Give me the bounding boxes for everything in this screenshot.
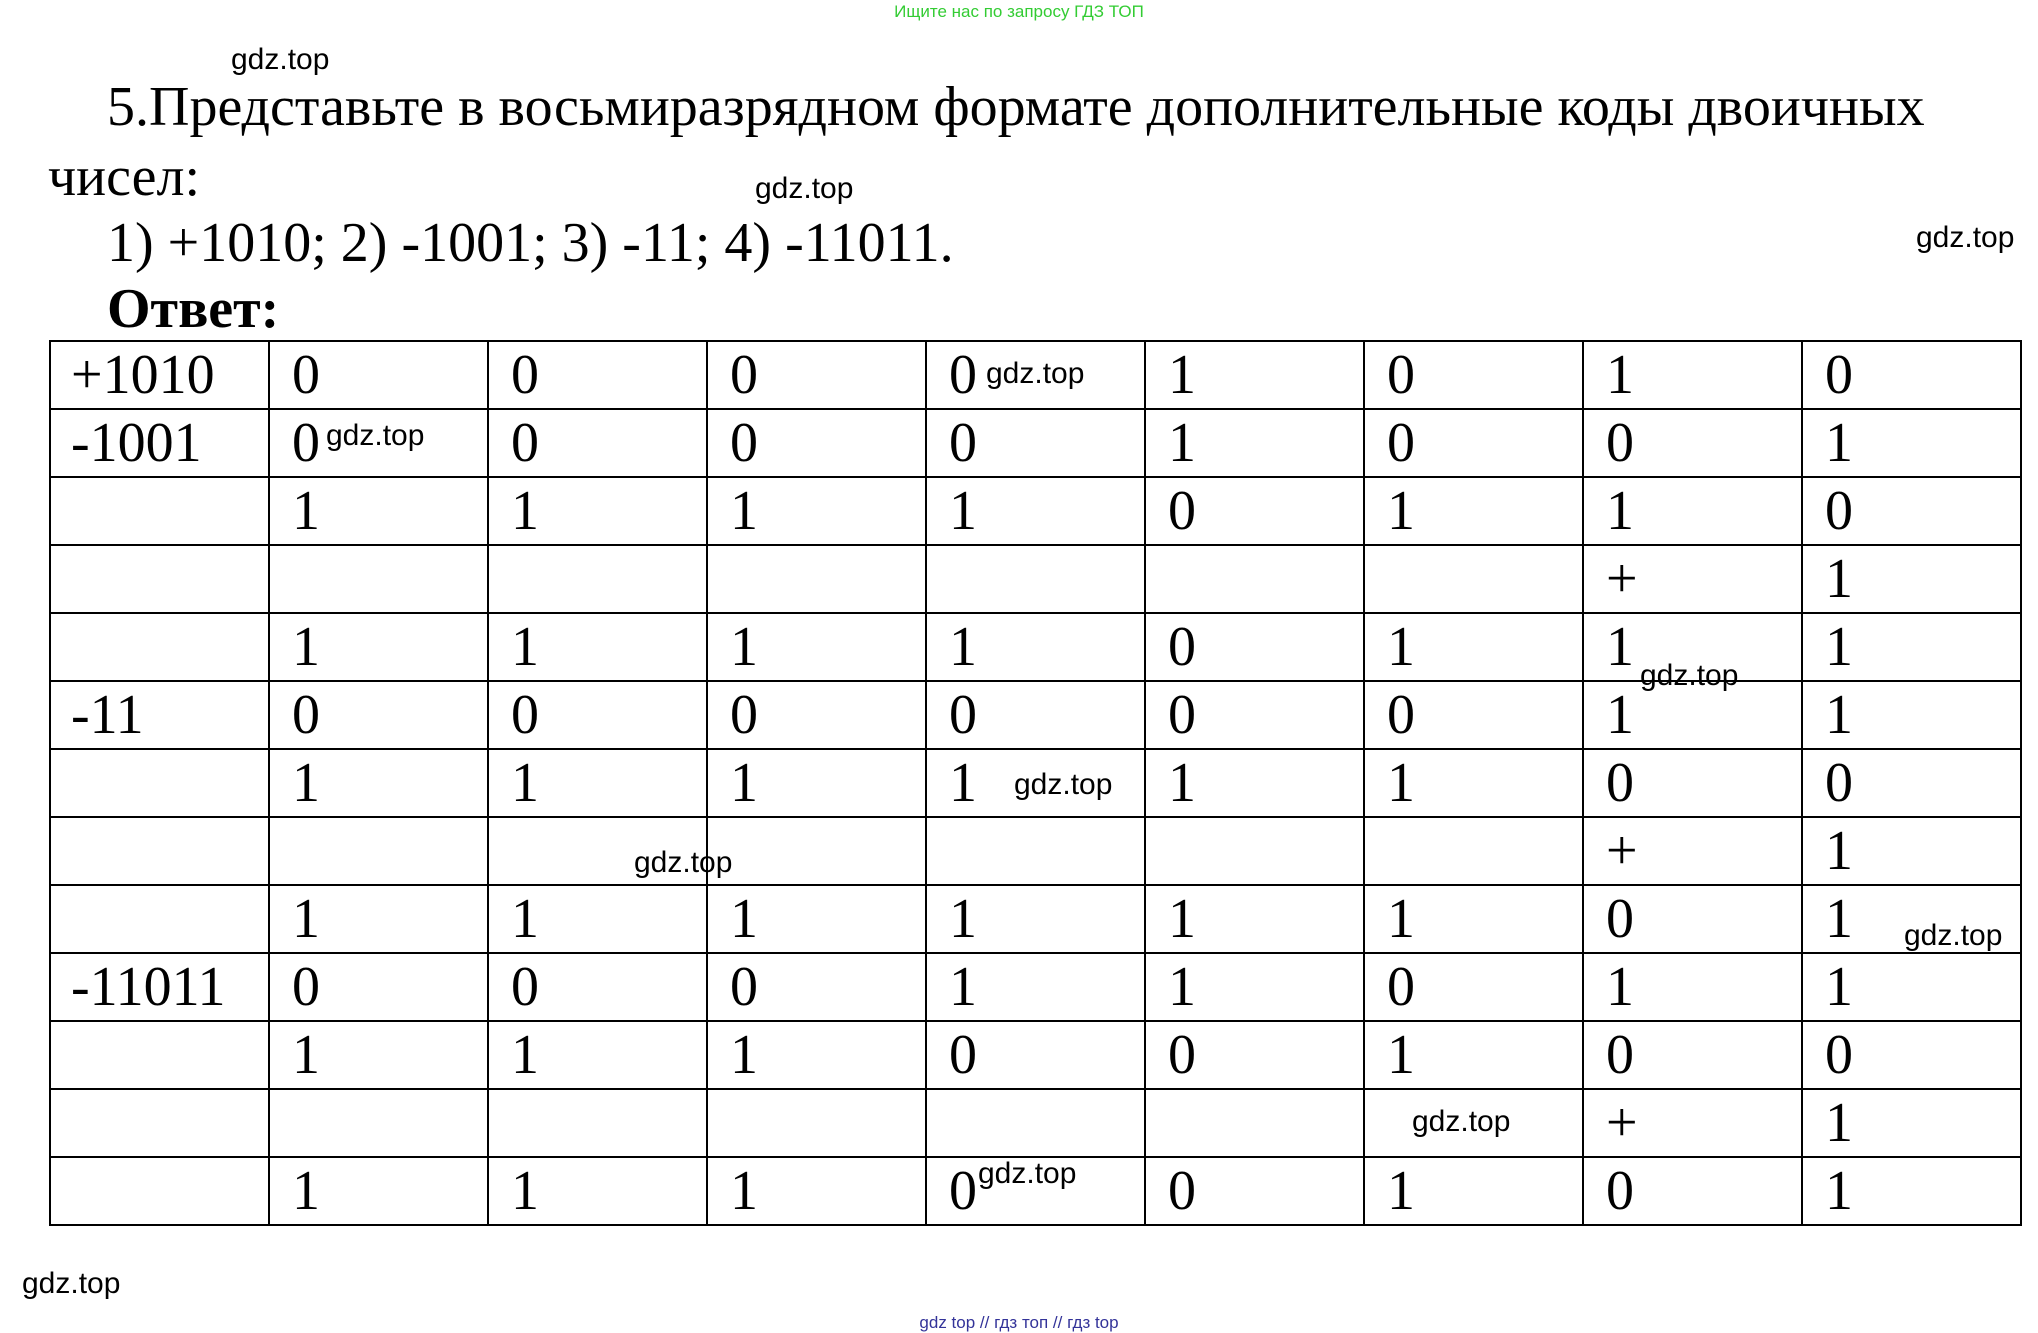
- watermark: gdz.top: [326, 419, 425, 452]
- table-row: [50, 885, 2021, 953]
- bit-cell: [269, 1089, 488, 1157]
- bit-cell: 1: [488, 749, 707, 817]
- bit-cell: [926, 817, 1145, 885]
- bit-cell: 1: [1583, 477, 1802, 545]
- task-statement-line-2: чисел:: [48, 146, 201, 208]
- bit-cell: 0: [1364, 681, 1583, 749]
- bit-cell: 0: [1145, 681, 1364, 749]
- bit-cell: [488, 1089, 707, 1157]
- bit-cell: 1: [1364, 749, 1583, 817]
- bit-cell: 0: [1802, 341, 2021, 409]
- bit-cell: 1: [1364, 613, 1583, 681]
- bit-cell: 1: [488, 477, 707, 545]
- bit-cell: 0: [707, 341, 926, 409]
- watermark: gdz.top: [231, 43, 330, 76]
- bit-cell: 0: [1583, 1157, 1802, 1225]
- bit-cell: 1: [926, 885, 1145, 953]
- bit-cell: 0: [926, 1021, 1145, 1089]
- row-number-label: +1010: [50, 341, 269, 409]
- bit-cell: 0: [269, 341, 488, 409]
- bit-cell: 1: [707, 477, 926, 545]
- bit-cell: 1: [1583, 613, 1802, 681]
- bit-cell: 0: [1583, 885, 1802, 953]
- bit-cell: 1: [1583, 341, 1802, 409]
- watermark: gdz.top: [986, 357, 1085, 390]
- bit-cell: 0: [707, 409, 926, 477]
- bit-cell: 1: [1364, 1021, 1583, 1089]
- watermark: gdz.top: [1412, 1105, 1511, 1138]
- bit-cell: 1: [707, 1157, 926, 1225]
- watermark: gdz.top: [978, 1157, 1077, 1190]
- row-number-label: [50, 613, 269, 681]
- bit-cell: [707, 817, 926, 885]
- row-number-label: [50, 885, 269, 953]
- bit-cell: +: [1583, 817, 1802, 885]
- bit-cell: 1: [1802, 885, 2021, 953]
- bit-cell: 1: [269, 613, 488, 681]
- bit-cell: 1: [707, 613, 926, 681]
- bit-cell: 1: [1802, 1089, 2021, 1157]
- bit-cell: 1: [926, 613, 1145, 681]
- bit-cell: 1: [926, 953, 1145, 1021]
- bit-cell: 1: [1145, 953, 1364, 1021]
- bit-cell: [1145, 545, 1364, 613]
- bit-cell: [488, 545, 707, 613]
- bit-cell: +: [1583, 545, 1802, 613]
- bit-cell: [707, 1089, 926, 1157]
- bit-cell: 0: [1364, 953, 1583, 1021]
- bit-cell: [926, 1089, 1145, 1157]
- bit-cell: [1145, 817, 1364, 885]
- bit-cell: 1: [488, 613, 707, 681]
- row-number-label: [50, 817, 269, 885]
- row-number-label: [50, 1157, 269, 1225]
- table-row: [50, 817, 2021, 885]
- bit-cell: 1: [926, 749, 1145, 817]
- bit-cell: 1: [1802, 1157, 2021, 1225]
- bit-cell: 0: [488, 953, 707, 1021]
- watermark: gdz.top: [634, 846, 733, 879]
- table-row: [50, 1089, 2021, 1157]
- bit-cell: [926, 545, 1145, 613]
- bit-cell: [1145, 1089, 1364, 1157]
- footer-watermark: gdz top // гдз топ // гдз top: [919, 1313, 1119, 1332]
- bit-cell: 1: [1145, 409, 1364, 477]
- bit-cell: 0: [1364, 341, 1583, 409]
- bit-cell: 0: [1802, 477, 2021, 545]
- bit-cell: 1: [1802, 409, 2021, 477]
- bit-cell: 1: [926, 477, 1145, 545]
- bit-cell: 1: [488, 885, 707, 953]
- bit-cell: 0: [1802, 749, 2021, 817]
- bit-cell: 0: [1145, 477, 1364, 545]
- row-number-label: -1001: [50, 409, 269, 477]
- bit-cell: 0: [488, 409, 707, 477]
- bit-cell: 1: [269, 749, 488, 817]
- row-number-label: [50, 1021, 269, 1089]
- bit-cell: 0: [926, 1157, 1145, 1225]
- top-banner: Ищите нас по запросу ГДЗ ТОП: [894, 2, 1144, 21]
- bit-cell: 1: [1583, 953, 1802, 1021]
- bit-cell: 1: [1583, 681, 1802, 749]
- bit-cell: 1: [707, 1021, 926, 1089]
- bit-cell: 1: [1145, 885, 1364, 953]
- bit-cell: 1: [1802, 681, 2021, 749]
- bit-cell: 0: [488, 341, 707, 409]
- row-number-label: -11011: [50, 953, 269, 1021]
- bit-cell: 0: [926, 341, 1145, 409]
- watermark: gdz.top: [1904, 919, 2003, 952]
- table-row: [50, 545, 2021, 613]
- row-number-label: [50, 749, 269, 817]
- bit-cell: 1: [488, 1157, 707, 1225]
- bit-cell: 1: [1364, 885, 1583, 953]
- bit-cell: [269, 545, 488, 613]
- bit-cell: 0: [1145, 1157, 1364, 1225]
- bit-cell: 1: [1145, 749, 1364, 817]
- bit-cell: [707, 545, 926, 613]
- bit-cell: 0: [1145, 613, 1364, 681]
- bit-cell: 1: [707, 885, 926, 953]
- table-row: [50, 1021, 2021, 1089]
- table-row: [50, 477, 2021, 545]
- bit-cell: 1: [269, 1157, 488, 1225]
- bit-cell: 1: [1145, 341, 1364, 409]
- bit-cell: 1: [1802, 613, 2021, 681]
- bit-cell: 0: [1145, 1021, 1364, 1089]
- bit-cell: 0: [1364, 409, 1583, 477]
- watermark: gdz.top: [1916, 221, 2015, 254]
- table-row: [50, 953, 2021, 1021]
- bit-cell: 1: [707, 749, 926, 817]
- row-number-label: [50, 1089, 269, 1157]
- bit-cell: 0: [488, 681, 707, 749]
- bit-cell: 0: [1583, 1021, 1802, 1089]
- task-numbers-list: 1) +1010; 2) -1001; 3) -11; 4) -11011.: [107, 212, 954, 274]
- bit-cell: 0: [707, 953, 926, 1021]
- bit-cell: 0: [269, 409, 488, 477]
- row-number-label: -11: [50, 681, 269, 749]
- task-statement-line-1: 5.Представьте в восьмиразрядном формате дополнительные коды двоичных: [107, 76, 1925, 138]
- bit-cell: 0: [707, 681, 926, 749]
- bit-cell: 0: [269, 681, 488, 749]
- row-number-label: [50, 477, 269, 545]
- answer-label: Ответ:: [107, 278, 280, 340]
- row-number-label: [50, 545, 269, 613]
- bit-cell: 1: [269, 1021, 488, 1089]
- bit-cell: 0: [926, 681, 1145, 749]
- bit-cell: [269, 817, 488, 885]
- bit-cell: 1: [1802, 545, 2021, 613]
- bit-cell: 1: [1364, 1157, 1583, 1225]
- bit-cell: 1: [1364, 477, 1583, 545]
- watermark: gdz.top: [1014, 768, 1113, 801]
- watermark: gdz.top: [1640, 659, 1739, 692]
- bit-cell: 0: [1583, 749, 1802, 817]
- bit-cell: 1: [269, 885, 488, 953]
- bit-cell: 0: [1802, 1021, 2021, 1089]
- watermark: gdz.top: [22, 1267, 121, 1300]
- bit-cell: [1364, 817, 1583, 885]
- watermark: gdz.top: [755, 172, 854, 205]
- bit-cell: 1: [269, 477, 488, 545]
- bit-cell: +: [1583, 1089, 1802, 1157]
- bit-cell: 1: [1802, 953, 2021, 1021]
- bit-cell: 0: [1583, 409, 1802, 477]
- bit-cell: 0: [926, 409, 1145, 477]
- bit-cell: 1: [1802, 817, 2021, 885]
- bit-cell: 1: [488, 1021, 707, 1089]
- bit-cell: [1364, 545, 1583, 613]
- bit-cell: 0: [269, 953, 488, 1021]
